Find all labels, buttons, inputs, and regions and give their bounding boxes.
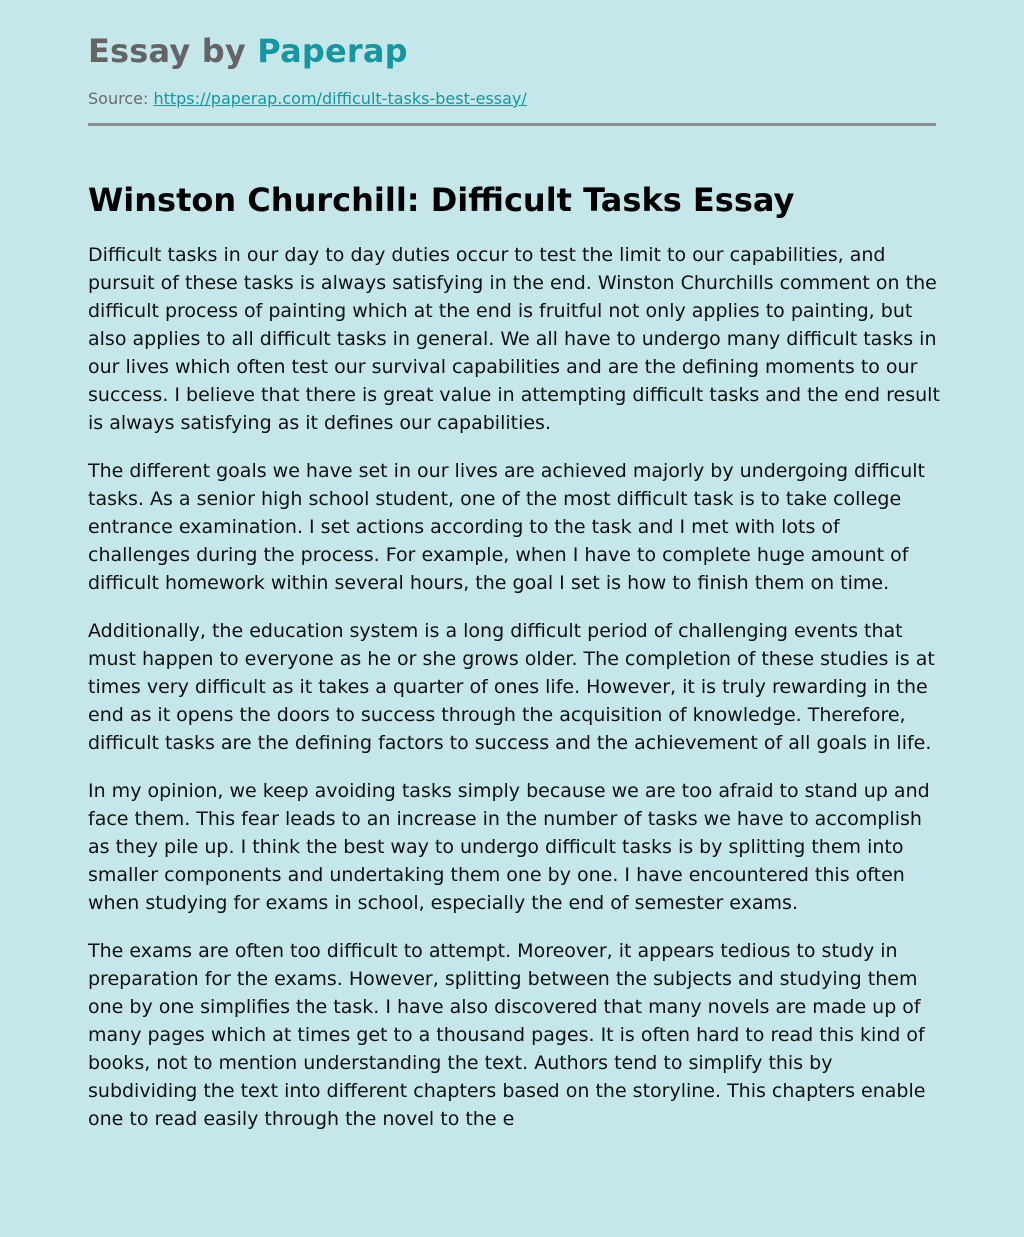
source-label: Source: (88, 89, 149, 108)
source-line (88, 88, 527, 110)
essay-paragraph: Additionally, the education system is a long difficult period of challenging events that must happen to everyone as he or she grows older. The completion of these studies is at times very difficult as it takes a quarter of ones life. However, it is truly rewarding in the end as it opens the doors to success through the acquisition of knowledge. Therefore, difficult tasks are the defining factors to success and the achievement of all goals in life. (88, 620, 935, 754)
site-brand[interactable] (88, 29, 408, 73)
essay-body (88, 241, 940, 1221)
brand-name: Paperap (257, 32, 408, 70)
essay-paragraph: The exams are often too difficult to attempt. Moreover, it appears tedious to study in preparation for the exams. However, splitting between the subjects and studying them one by one simplifies the task. I have also discovered that many novels are made up of many pages which at times get to a thousand pages. It is often hard to read this kind of books, not to mention understanding the text. Authors tend to simplify this by subdividing the text into different chapters based on the storyline. This chapters enable one to read easily through the novel to the e (88, 940, 926, 1130)
essay-paragraph: Difficult tasks in our day to day duties occur to test the limit to our capabilities, and pursuit of these tasks is always satisfying in the end. Winston Churchills comment on the difficult process of painting which at the end is fruitful not only applies to painting, but also applies to all difficult tasks in general. We all have to undergo many difficult tasks in our lives which often test our survival capabilities and are the defining moments to our success. I believe that there is great value in attempting difficult tasks and the end result is always satisfying as it defines our capabilities. (88, 244, 940, 434)
essay-paragraph: The different goals we have set in our lives are achieved majorly by undergoing difficult tasks. As a senior high school student, one of the most difficult task is to take college entrance examination. I set actions according to the task and I met with lots of challenges during the process. For example, when I have to complete huge amount of difficult homework within several hours, the goal I set is how to finish them on time. (88, 460, 925, 594)
essay-title: Winston Churchill: Difficult Tasks Essay (88, 181, 795, 219)
essay-paragraph: In my opinion, we keep avoiding tasks simply because we are too afraid to stand up and face them. This fear leads to an increase in the number of tasks we have to accomplish as they pile up. I think the best way to undergo difficult tasks is by splitting them into smaller components and undertaking them one by one. I have encountered this often when studying for exams in school, especially the end of semester exams. (88, 780, 930, 914)
brand-prefix: Essay by (88, 32, 246, 70)
header-divider (88, 123, 936, 126)
source-link[interactable]: https://paperap.com/difficult-tasks-best-essay/ (153, 89, 527, 108)
